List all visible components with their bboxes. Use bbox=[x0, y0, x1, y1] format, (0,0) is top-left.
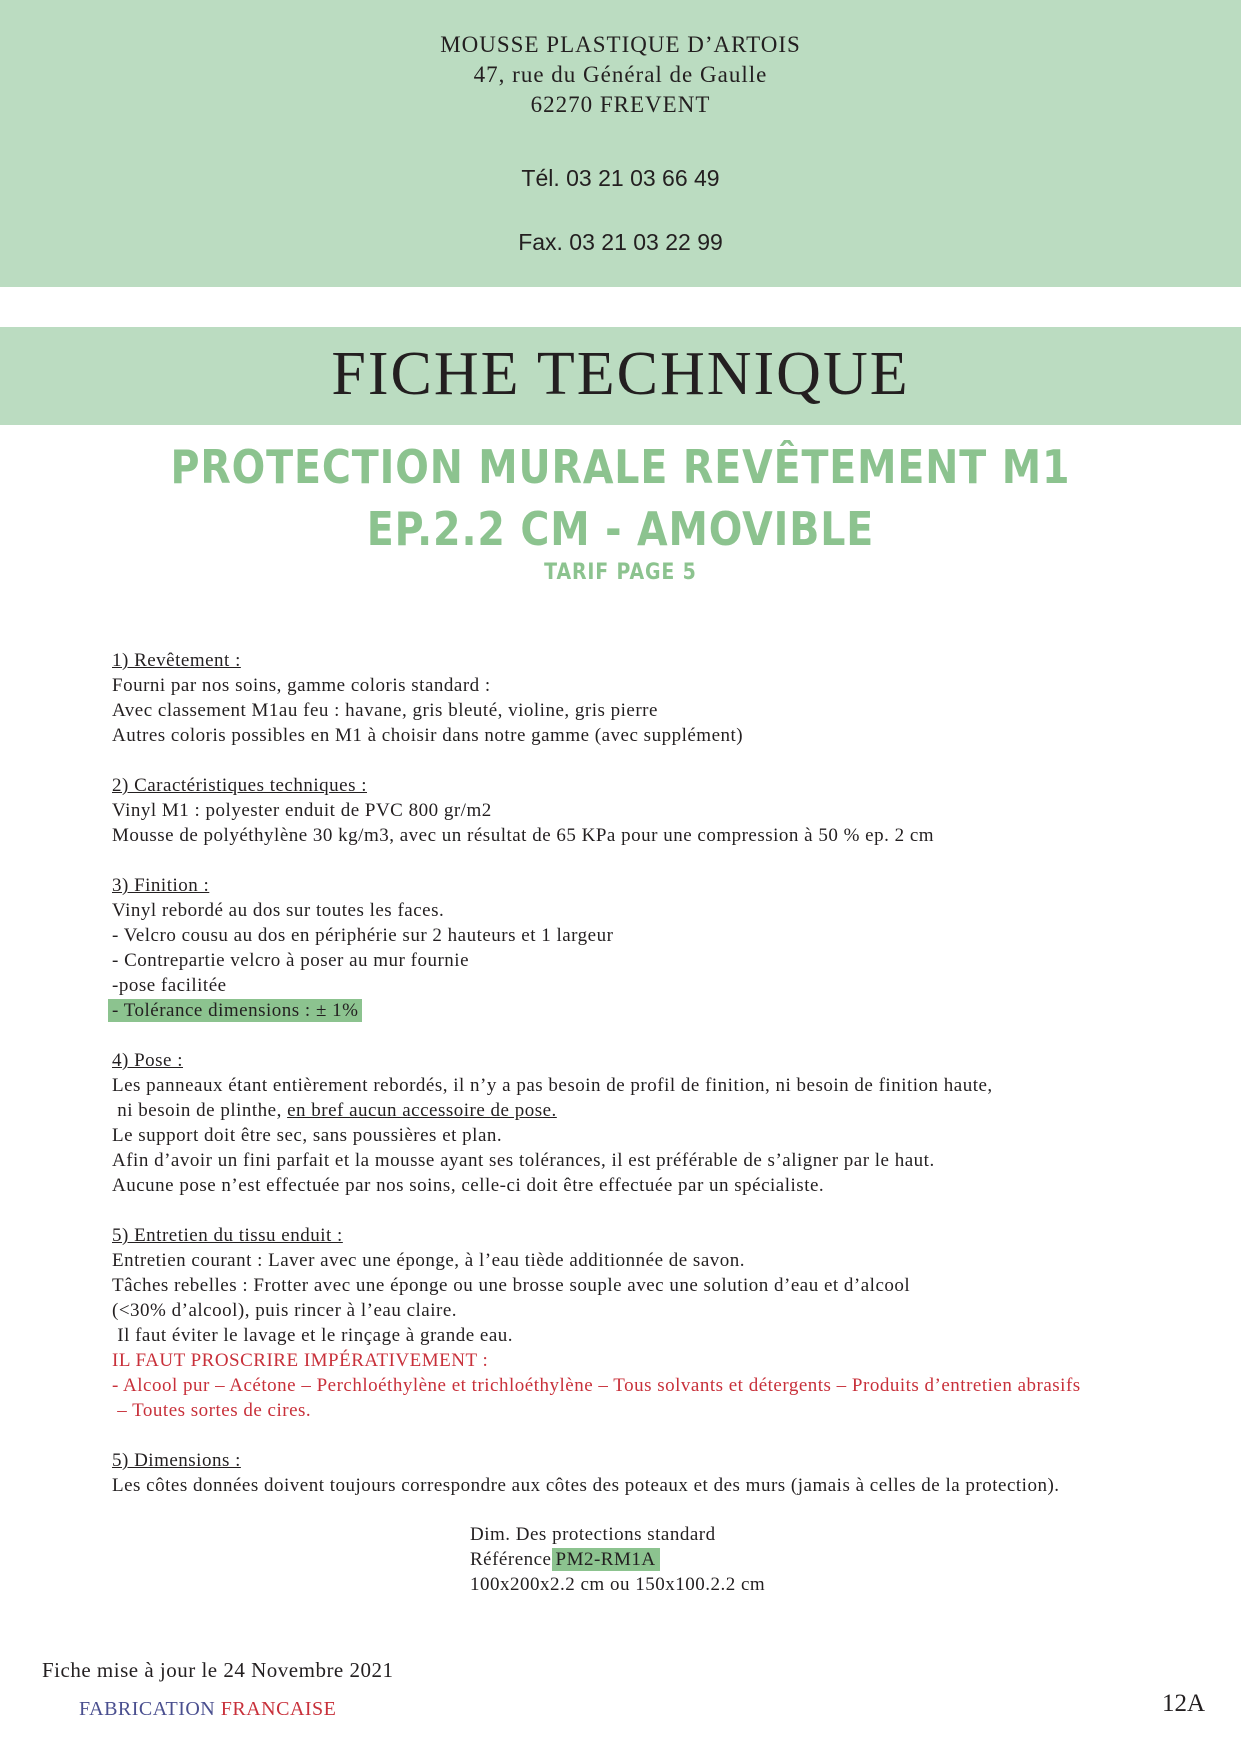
text-line: Afin d’avoir un fini parfait et la mousse ayant ses tolérances, il est préférable de s’aligner par le haut. bbox=[112, 1150, 935, 1171]
dimensions-label: Dim. Des protections standard bbox=[470, 1524, 716, 1545]
text-line: Les côtes données doivent toujours correspondre aux côtes des poteaux et des murs (jamais à celles de la protection). bbox=[112, 1475, 1060, 1496]
text-line: Vinyl rebordé au dos sur toutes les faces. bbox=[112, 900, 445, 921]
reference-label: Référence bbox=[470, 1549, 552, 1570]
section-heading-entretien: 5) Entretien du tissu enduit : bbox=[112, 1225, 343, 1246]
text-line: (<30% d’alcool), puis rincer à l’eau claire. bbox=[112, 1300, 458, 1321]
text-line: Fourni par nos soins, gamme coloris standard : bbox=[112, 675, 491, 696]
warning-line: - Alcool pur – Acétone – Perchloéthylène et trichloéthylène – Tous solvants et détergents – Produits d’entretien abrasifs bbox=[112, 1375, 1081, 1396]
section-heading-dimensions: 5) Dimensions : bbox=[112, 1450, 241, 1471]
fabrication-label bbox=[79, 1698, 336, 1721]
section-heading-pose: 4) Pose : bbox=[112, 1050, 183, 1071]
phone-number: Tél. 03 21 03 66 49 bbox=[521, 165, 720, 191]
text-line: Il faut éviter le lavage et le rinçage à grande eau. bbox=[112, 1325, 514, 1346]
text-line: Mousse de polyéthylène 30 kg/m3, avec un résultat de 65 KPa pour une compression à 50 % ep. 2 cm bbox=[112, 825, 935, 846]
reference-value: PM2-RM1A bbox=[552, 1548, 660, 1571]
tarif-reference: TARIF PAGE 5 bbox=[544, 560, 697, 585]
page-title: FICHE TECHNIQUE bbox=[331, 340, 910, 408]
dimensions-sizes: 100x200x2.2 cm ou 150x100.2.2 cm bbox=[470, 1574, 766, 1595]
dimensions-block bbox=[470, 1522, 765, 1597]
warning-line: – Toutes sortes de cires. bbox=[112, 1400, 312, 1421]
company-street: 47, rue du Général de Gaulle bbox=[473, 62, 768, 87]
company-city: 62270 FREVENT bbox=[530, 92, 711, 117]
section-heading-caracteristiques: 2) Caractéristiques techniques : bbox=[112, 775, 368, 796]
text-line: Autres coloris possibles en M1 à choisir dans notre gamme (avec supplément) bbox=[112, 725, 744, 746]
text-line: -pose facilitée bbox=[112, 975, 227, 996]
text-line: Le support doit être sec, sans poussières et plan. bbox=[112, 1125, 503, 1146]
warning-heading: IL FAUT PROSCRIRE IMPÉRATIVEMENT : bbox=[112, 1350, 489, 1371]
text-line: Aucune pose n’est effectuée par nos soins, celle-ci doit être effectuée par un spécialiste. bbox=[112, 1175, 825, 1196]
company-name: MOUSSE PLASTIQUE D’ARTOIS bbox=[440, 32, 801, 57]
document-body bbox=[112, 648, 1192, 1498]
product-title-line1: PROTECTION MURALE REVÊTEMENT M1 bbox=[170, 440, 1071, 494]
text-line: - Velcro cousu au dos en périphérie sur 2 hauteurs et 1 largeur bbox=[112, 925, 614, 946]
tolerance-highlight: - Tolérance dimensions : ± 1% bbox=[108, 999, 362, 1022]
text-line: Avec classement M1au feu : havane, gris bleuté, violine, gris pierre bbox=[112, 700, 658, 721]
text-line: Tâches rebelles : Frotter avec une éponge ou une brosse souple avec une solution d’eau et d’alcool bbox=[112, 1275, 911, 1296]
text-fragment: ni besoin de plinthe, bbox=[112, 1100, 288, 1121]
section-heading-finition: 3) Finition : bbox=[112, 875, 210, 896]
text-line: Vinyl M1 : polyester enduit de PVC 800 gr/m2 bbox=[112, 800, 492, 821]
text-line: - Contrepartie velcro à poser au mur fournie bbox=[112, 950, 470, 971]
francaise-word: FRANCAISE bbox=[220, 1698, 337, 1720]
section-heading-revetement: 1) Revêtement : bbox=[112, 650, 241, 671]
fax-number: Fax. 03 21 03 22 99 bbox=[518, 229, 723, 255]
fabrication-word: FABRICATION bbox=[79, 1698, 216, 1720]
page-number: 12A bbox=[1162, 1690, 1206, 1717]
update-date: Fiche mise à jour le 24 Novembre 2021 bbox=[42, 1658, 394, 1682]
text-line: Entretien courant : Laver avec une éponge, à l’eau tiède additionnée de savon. bbox=[112, 1250, 746, 1271]
accessory-note: en bref aucun accessoire de pose. bbox=[287, 1100, 557, 1121]
text-line: Les panneaux étant entièrement rebordés, il n’y a pas besoin de profil de finition, ni besoin de finition haute, bbox=[112, 1075, 993, 1096]
product-title-line2: EP.2.2 CM - AMOVIBLE bbox=[366, 502, 875, 556]
